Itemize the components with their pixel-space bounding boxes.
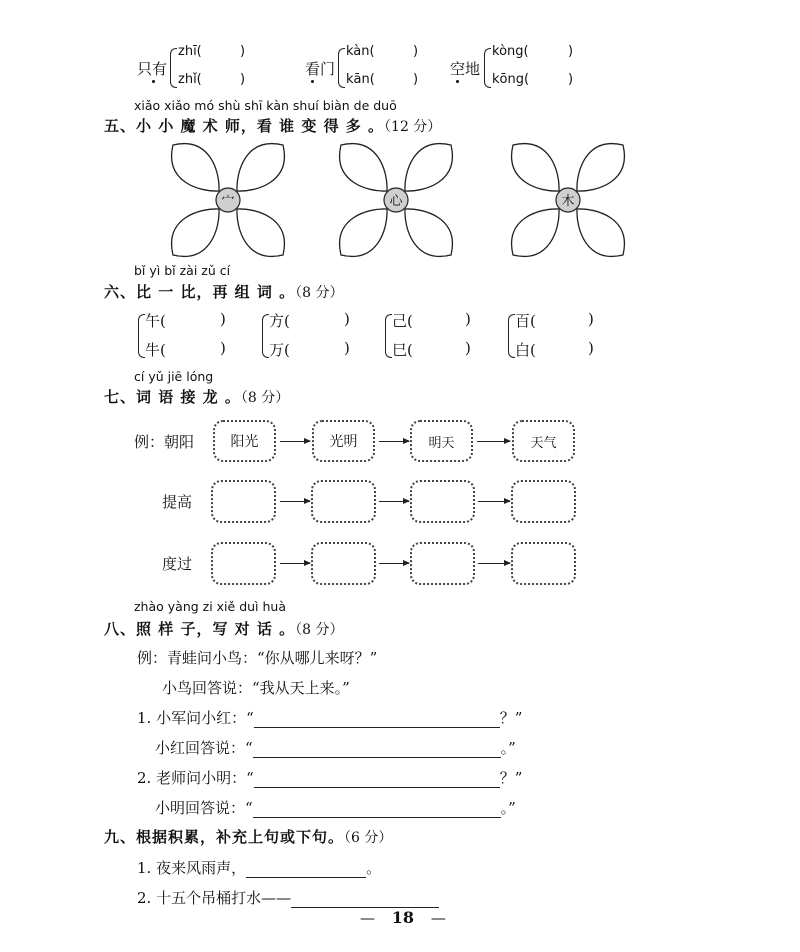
brace <box>138 314 145 358</box>
pair-close: ) <box>344 339 350 357</box>
reading-2b: kān( <box>346 72 375 87</box>
chain-start-1: 提高 <box>162 493 193 511</box>
dialog-prefix: 小明回答说：“ <box>155 799 253 817</box>
dialog-suffix: ？” <box>499 709 523 727</box>
brace <box>508 314 515 358</box>
section-number: 八、 <box>104 620 137 638</box>
arrow-icon <box>379 563 409 564</box>
section-number: 七、 <box>104 388 137 406</box>
reading-close: ) <box>568 44 574 59</box>
verse-item-1 <box>137 857 381 878</box>
reading-1a: zhī( <box>178 44 202 59</box>
section-score: （8 分） <box>295 622 344 638</box>
pair-close: ) <box>465 339 471 357</box>
arrow-icon <box>379 501 409 502</box>
word-box: 阳光 <box>213 420 276 462</box>
section-score: （12 分） <box>384 119 442 135</box>
pair-1a: 午( <box>145 312 166 330</box>
brace <box>385 314 392 358</box>
example-label: 例：朝阳 <box>134 433 195 451</box>
section-title: 根据积累，补充上句或下句。 <box>136 828 345 846</box>
reading-close: ) <box>413 44 419 59</box>
polyphone-word-2: 看门 <box>305 60 336 78</box>
dialog-prefix: 2. 老师问小明：“ <box>137 769 254 787</box>
polyphone-word-1: 只有 <box>137 60 168 78</box>
polyphone-word-3: 空地 <box>450 60 481 78</box>
section-title: 小 小 魔 术 师，看 谁 变 得 多 。 <box>136 117 385 135</box>
section8-pinyin: zhào yàng zi xiě duì huà <box>134 599 287 614</box>
section6-pinyin: bǐ yì bǐ zài zǔ cí <box>134 263 231 278</box>
pair-close: ) <box>220 339 226 357</box>
pair-2a: 方( <box>269 312 290 330</box>
flower-center-2: 心 <box>389 194 403 209</box>
pair-close: ) <box>344 310 350 328</box>
section7-heading <box>104 386 289 407</box>
brace <box>262 314 269 358</box>
answer-box[interactable] <box>511 542 576 585</box>
reading-close: ) <box>240 44 246 59</box>
section5-pinyin: xiǎo xiǎo mó shù shī kàn shuí biàn de duō <box>134 98 397 113</box>
pair-4b: 白( <box>515 341 536 359</box>
answer-line[interactable] <box>254 727 500 728</box>
verse-prefix: 2. 十五个吊桶打水—— <box>137 889 292 907</box>
word-box: 明天 <box>410 420 473 462</box>
pair-3b: 巳( <box>392 341 413 359</box>
pair-close: ) <box>588 310 594 328</box>
reading-1b: zhǐ( <box>178 72 202 87</box>
page-number-footer <box>360 908 446 927</box>
word-box: 天气 <box>512 420 575 462</box>
arrow-icon <box>478 501 510 502</box>
section8-heading <box>104 618 344 639</box>
page-number: 18 <box>391 908 415 927</box>
answer-line[interactable] <box>253 757 501 758</box>
arrow-icon <box>379 441 409 442</box>
pair-close: ) <box>220 310 226 328</box>
arrow-icon <box>280 501 310 502</box>
dialog-suffix: 。” <box>500 799 516 817</box>
arrow-icon <box>477 441 510 442</box>
answer-line[interactable] <box>246 877 366 878</box>
answer-box[interactable] <box>410 480 475 523</box>
dialog-item-1 <box>137 707 522 728</box>
section6-heading <box>104 281 344 302</box>
pair-close: ) <box>588 339 594 357</box>
answer-box[interactable] <box>211 480 276 523</box>
answer-line[interactable] <box>254 787 500 788</box>
section-number: 九、 <box>104 828 137 846</box>
chain-start-2: 度过 <box>162 555 193 573</box>
answer-box[interactable] <box>511 480 576 523</box>
dialog-item-3 <box>137 767 522 788</box>
section7-pinyin: cí yǔ jiē lóng <box>134 369 214 384</box>
answer-box[interactable] <box>211 542 276 585</box>
dialog-suffix: 。” <box>500 739 516 757</box>
answer-box[interactable] <box>311 480 376 523</box>
verse-suffix: 。 <box>366 859 382 877</box>
pair-3a: 己( <box>392 312 413 330</box>
reading-3b: kōng( <box>492 72 530 87</box>
pair-2b: 万( <box>269 341 290 359</box>
section-number: 六、 <box>104 283 137 301</box>
reading-2a: kàn( <box>346 44 375 59</box>
flower-center-3: 木 <box>561 194 575 209</box>
pair-4a: 百( <box>515 312 536 330</box>
verse-item-2 <box>137 887 439 908</box>
answer-box[interactable] <box>410 542 475 585</box>
section-score: （6 分） <box>344 830 393 846</box>
dialog-example-question: 例：青蛙问小鸟：“你从哪儿来呀？” <box>137 649 378 667</box>
section-number: 五、 <box>104 117 137 135</box>
section-title: 词 语 接 龙 。 <box>136 388 241 406</box>
dialog-suffix: ？” <box>499 769 523 787</box>
arrow-icon <box>280 441 310 442</box>
dialog-item-2 <box>155 737 516 758</box>
dialog-item-4 <box>155 797 516 818</box>
pair-1b: 牛( <box>145 341 166 359</box>
dialog-prefix: 1. 小军问小红：“ <box>137 709 254 727</box>
section9-heading <box>104 826 392 847</box>
page-dash-right: — <box>430 909 446 927</box>
dialog-prefix: 小红回答说：“ <box>155 739 253 757</box>
flower-center-1: 宀 <box>221 194 235 209</box>
section-score: （8 分） <box>295 285 344 301</box>
answer-line[interactable] <box>253 817 501 818</box>
pair-close: ) <box>465 310 471 328</box>
word-box: 光明 <box>312 420 375 462</box>
reading-3a: kòng( <box>492 44 529 59</box>
reading-close: ) <box>413 72 419 87</box>
section-title: 照 样 子，写 对 话 。 <box>136 620 296 638</box>
reading-close: ) <box>240 72 246 87</box>
verse-prefix: 1. 夜来风雨声， <box>137 859 247 877</box>
section-title: 比 一 比，再 组 词 。 <box>136 283 296 301</box>
answer-box[interactable] <box>311 542 376 585</box>
section-score: （8 分） <box>240 390 290 406</box>
arrow-icon <box>280 563 310 564</box>
dialog-example-answer: 小鸟回答说：“我从天上来。” <box>162 679 350 697</box>
page-dash-left: — <box>360 909 375 927</box>
arrow-icon <box>478 563 510 564</box>
reading-close: ) <box>568 72 574 87</box>
